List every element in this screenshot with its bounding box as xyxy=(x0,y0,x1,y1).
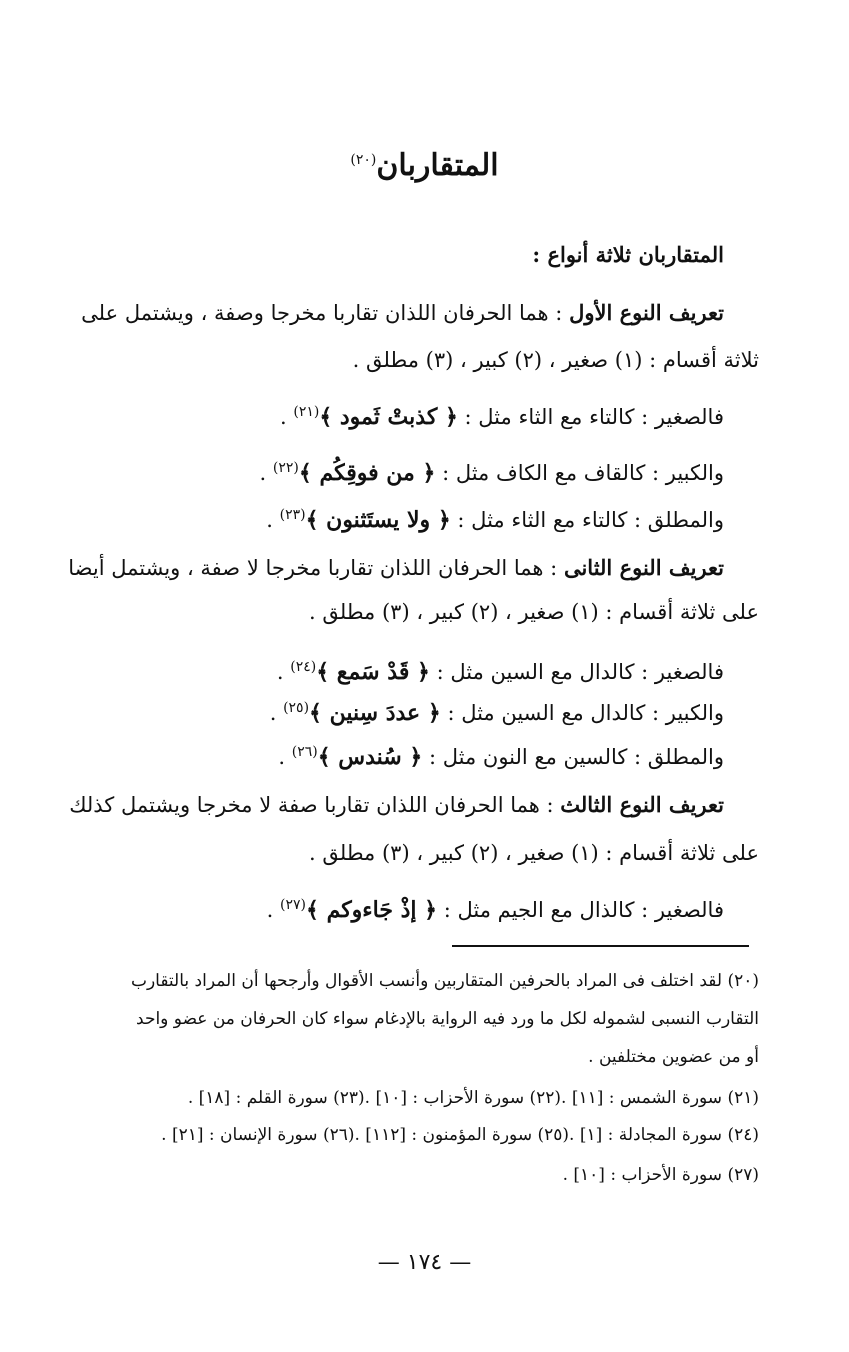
type1-example-small: فالصغير : كالتاء مع الثاء مثل : ﴿ كذبتْ ثَمود ﴾$^{(٢١)}$ . xyxy=(279,404,724,430)
title-footnote-ref: (٢٠) xyxy=(350,152,377,168)
footnote-ref: (٢٧) xyxy=(280,897,307,913)
footnote-ref: (٢٢) xyxy=(272,460,299,476)
footnote-20-line2: التقارب النسبى لشموله لكل ما ورد فيه الرواية بالإدغام سواء كان الحرفان من عضو واحد xyxy=(136,1009,759,1029)
quran-verse: ﴿ عددَ سِنين ﴾ xyxy=(309,700,441,726)
footnote-20-line1: (٢٠) لقد اختلف فى المراد بالحرفين المتقاربين وأنسب الأقوال وأرجحها أن المراد بالتقارب xyxy=(130,971,759,991)
page-number: — ١٧٤ — xyxy=(377,1250,472,1275)
footnote-ref: (٢٦) xyxy=(291,744,318,760)
footnote-24-26: (٢٤) سورة المجادلة : [١] .(٢٥) سورة المؤمنون : [١١٢] .(٢٦) سورة الإنسان : [٢١] . xyxy=(161,1125,759,1145)
title-text: المتقاربان xyxy=(376,148,499,183)
footnote-ref: (٢٣) xyxy=(279,507,306,523)
quran-verse: ﴿ ولا يستَثنون ﴾ xyxy=(305,507,451,533)
example-label: فالصغير : كالتاء مع الثاء مثل : xyxy=(464,405,724,429)
example-label: والكبير : كالدال مع السين مثل : xyxy=(447,701,724,725)
type1-example-absolute: والمطلق : كالتاء مع الثاء مثل : ﴿ ولا يستَثنون ﴾$^{(٢٣)}$ . xyxy=(266,507,724,533)
footnote-ref: (٢٤) xyxy=(290,659,317,675)
quran-verse: ﴿ سُندس ﴾ xyxy=(317,744,423,770)
type3-example-small: فالصغير : كالذال مع الجيم مثل : ﴿ إذْ جَاءوكم ﴾$^{(٢٧)}$ . xyxy=(266,897,724,923)
type1-definition xyxy=(81,298,724,328)
type2-continuation: على ثلاثة أقسام : (١) صغير ، (٢) كبير ، (٣) مطلق . xyxy=(309,600,759,624)
type3-continuation: على ثلاثة أقسام : (١) صغير ، (٢) كبير ، (٣) مطلق . xyxy=(309,841,759,865)
example-label: فالصغير : كالدال مع السين مثل : xyxy=(436,660,724,684)
type2-example-large: والكبير : كالدال مع السين مثل : ﴿ عددَ سِنين ﴾$^{(٢٥)}$ . xyxy=(269,700,724,726)
quran-verse: ﴿ من فوقِكُم ﴾ xyxy=(298,460,436,486)
type3-definition xyxy=(69,790,724,820)
footnote-27: (٢٧) سورة الأحزاب : [١٠] . xyxy=(562,1165,759,1185)
type2-heading: تعريف النوع الثانى xyxy=(563,555,724,580)
type1-heading: تعريف النوع الأول xyxy=(569,300,724,325)
example-label: فالصغير : كالذال مع الجيم مثل : xyxy=(443,898,724,922)
footnote-divider xyxy=(452,945,749,947)
example-label: والمطلق : كالتاء مع الثاء مثل : xyxy=(457,508,724,532)
type1-text: : هما الحرفان اللذان تقاربا مخرجا وصفة ، ويشتمل على xyxy=(81,301,563,325)
type2-text: : هما الحرفان اللذان تقاربا مخرجا لا صفة ، ويشتمل أيضا xyxy=(68,556,558,580)
type1-example-large: والكبير : كالقاف مع الكاف مثل : ﴿ من فوقِكُم ﴾$^{(٢٢)}$ . xyxy=(259,460,724,486)
intro-line: المتقاربان ثلاثة أنواع : xyxy=(532,242,724,267)
example-label: والمطلق : كالسين مع النون مثل : xyxy=(428,745,724,769)
footnote-ref: (٢١) xyxy=(293,404,320,420)
type1-continuation: ثلاثة أقسام : (١) صغير ، (٢) كبير ، (٣) مطلق . xyxy=(352,348,759,372)
type3-text: : هما الحرفان اللذان تقاربا صفة لا مخرجا ويشتمل كذلك xyxy=(69,793,554,817)
page-title xyxy=(0,148,849,183)
footnote-21-23: (٢١) سورة الشمس : [١١] .(٢٢) سورة الأحزاب : [١٠] .(٢٣) سورة القلم : [١٨] . xyxy=(187,1088,759,1108)
footnote-20-line3: أو من عضوين مختلفين . xyxy=(588,1047,759,1067)
type2-example-absolute: والمطلق : كالسين مع النون مثل : ﴿ سُندس ﴾$^{(٢٦)}$ . xyxy=(278,744,724,770)
quran-verse: ﴿ إذْ جَاءوكم ﴾ xyxy=(306,897,438,923)
example-label: والكبير : كالقاف مع الكاف مثل : xyxy=(442,461,724,485)
quran-verse: ﴿ كذبتْ ثَمود ﴾ xyxy=(319,404,458,430)
footnote-ref: (٢٥) xyxy=(283,700,310,716)
type2-definition xyxy=(68,553,724,583)
type3-heading: تعريف النوع الثالث xyxy=(560,792,724,817)
quran-verse: ﴿ قَدْ سَمع ﴾ xyxy=(316,659,430,685)
type2-example-small: فالصغير : كالدال مع السين مثل : ﴿ قَدْ سَمع ﴾$^{(٢٤)}$ . xyxy=(276,659,724,685)
